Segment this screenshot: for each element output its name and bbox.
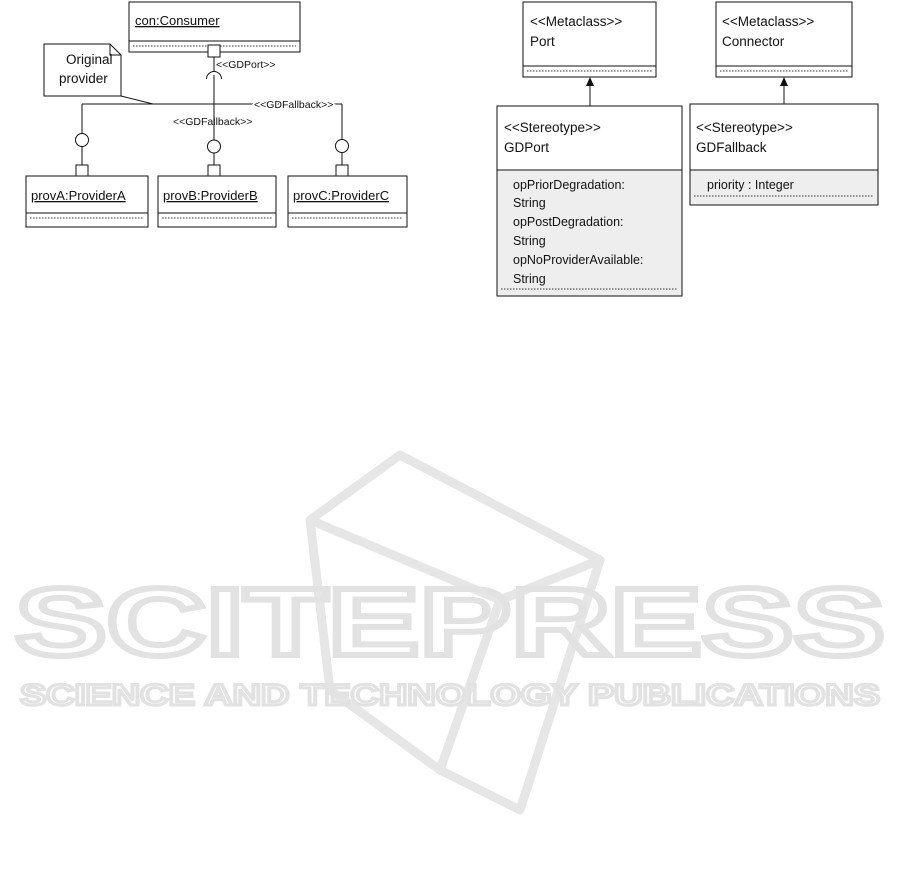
provider-a-port <box>76 165 88 177</box>
provider-c-port <box>336 165 348 177</box>
provided-interface-c <box>336 140 349 153</box>
port-metaclass-name: Port <box>530 34 555 49</box>
port-metaclass <box>523 2 656 77</box>
note-line-2: provider <box>59 71 108 86</box>
gdfallback-label-mid: <<GDFallback>> <box>173 116 253 128</box>
gdport-attr-4: String <box>513 234 546 248</box>
connector-metaclass <box>716 2 852 77</box>
provider-b-port <box>208 165 220 177</box>
gdfallback-stereotype-label: <<Stereotype>> <box>696 120 793 135</box>
provider-a-instance <box>26 176 148 227</box>
gdfallback-label-top: <<GDFallback>> <box>254 99 334 111</box>
provider-c-instance <box>288 176 407 227</box>
provider-c-name: provC:ProviderC <box>293 188 390 203</box>
profile-diagram <box>497 2 878 296</box>
provider-b-connection <box>208 140 221 177</box>
gdport-stereotype <box>497 106 682 296</box>
provided-interface-a <box>76 134 89 147</box>
connector-metaclass-name: Connector <box>722 34 785 49</box>
watermark-sub-text: SCIENCE AND TECHNOLOGY PUBLICATIONS <box>20 679 880 712</box>
watermark-main-text: SCITEPRESS <box>15 569 885 676</box>
gdport-attr-1: opPriorDegradation: <box>513 178 625 192</box>
note-anchor-line <box>121 96 153 104</box>
gdport-label: <<GDPort>> <box>216 59 276 71</box>
gdport-stereotype-name: GDPort <box>504 140 550 155</box>
provider-b-instance <box>158 176 276 227</box>
provider-c-connection <box>336 104 349 177</box>
consumer-port <box>208 45 220 57</box>
gdfallback-stereotype-name: GDFallback <box>696 140 767 155</box>
provider-a-connection <box>76 104 89 177</box>
provider-b-name: provB:ProviderB <box>163 188 258 203</box>
gdport-attr-3: opPostDegradation: <box>513 215 624 229</box>
provided-interface-b <box>208 140 221 153</box>
gdfallback-attr-1: priority : Integer <box>707 178 794 192</box>
port-metaclass-stereotype: <<Metaclass>> <box>530 14 623 29</box>
gdport-attr-5: opNoProviderAvailable: <box>513 253 644 267</box>
gdfallback-stereotype <box>690 104 878 205</box>
note-line-1: Original <box>66 52 113 67</box>
arrowhead-connector <box>780 77 788 86</box>
consumer-name: con:Consumer <box>135 13 220 28</box>
original-provider-note <box>44 44 153 104</box>
extension-arrow-gdport <box>586 77 594 106</box>
provider-a-name: provA:ProviderA <box>31 188 126 203</box>
arrowhead-port <box>586 77 594 86</box>
gdport-stereotype-label: <<Stereotype>> <box>504 120 601 135</box>
connector-metaclass-stereotype: <<Metaclass>> <box>722 14 815 29</box>
scitepress-watermark <box>15 455 885 810</box>
composite-structure-diagram <box>26 2 407 227</box>
consumer-instance <box>129 2 300 57</box>
gdport-attr-6: String <box>513 272 546 286</box>
extension-arrow-gdfallback <box>780 77 788 104</box>
gdport-attr-2: String <box>513 196 546 210</box>
